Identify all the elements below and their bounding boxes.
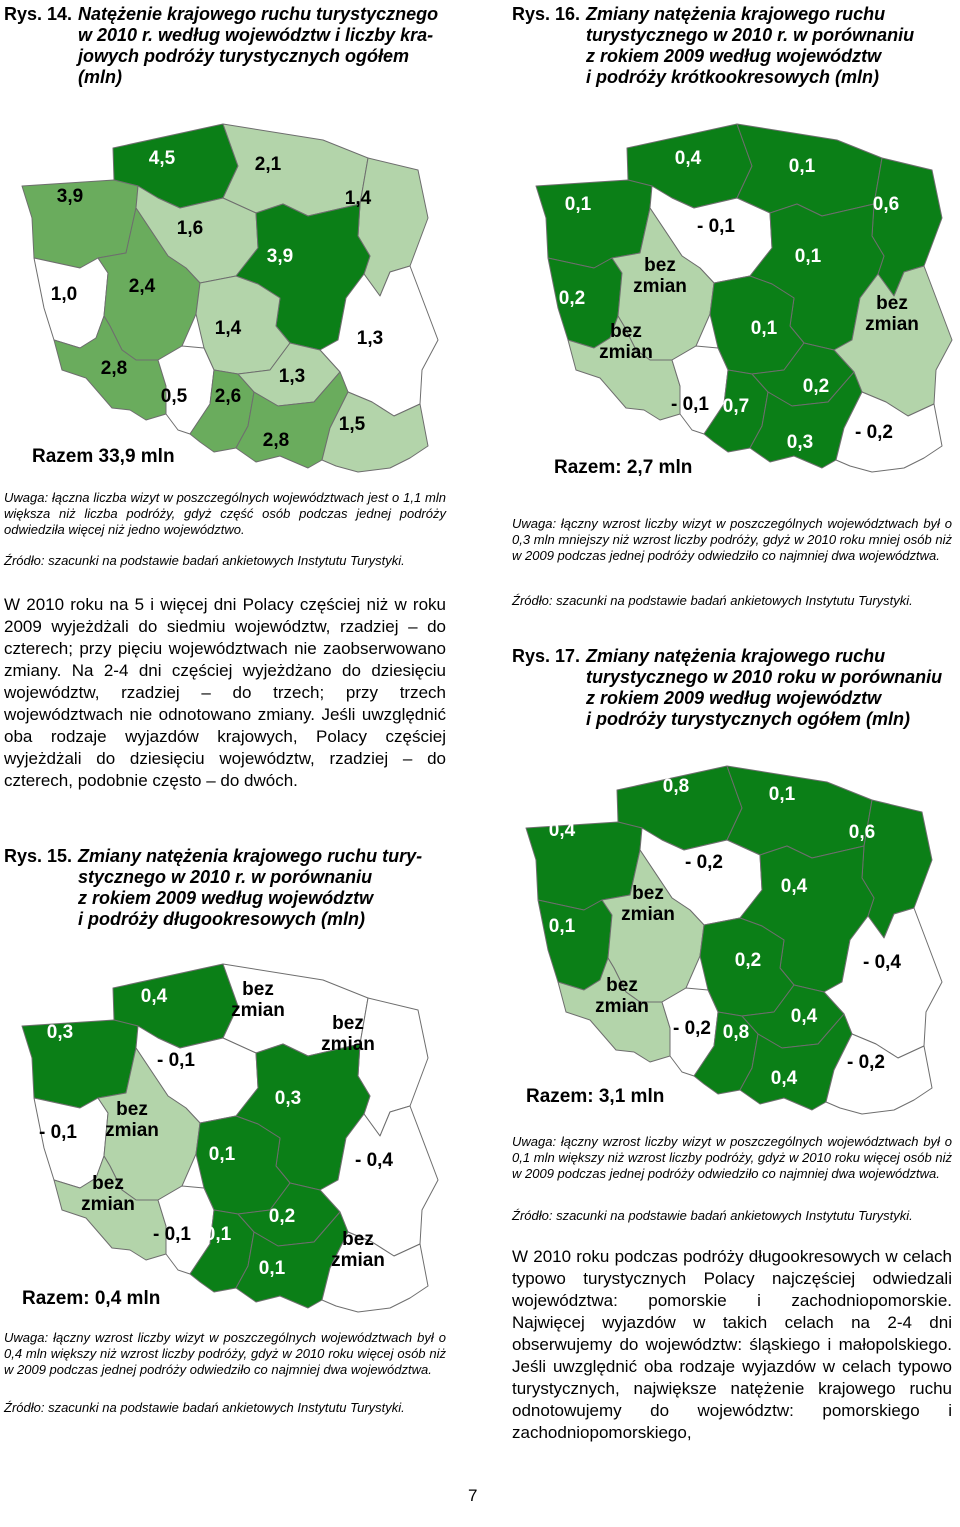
note-fig16: Uwaga: łączny wzrost liczby wizyt w poszczególnych województwach był o 0,3 mln mniejszy niż wzrost liczby podróży, gdyż w 2010 roku mniej osób niż w 2009 podczas jednej podróży odwiedziło co najmniej dwa województwa.	[512, 516, 952, 563]
region-label-wielkopolskie: bez zmian	[633, 255, 687, 297]
page-number: 7	[468, 1486, 478, 1505]
region-label-podlaskie: 1,4	[344, 187, 372, 209]
source-fig14: Źródło: szacunki na podstawie badań ankietowych Instytutu Turystyki.	[4, 553, 405, 568]
region-label-podlaskie: bez zmian	[321, 1013, 375, 1055]
region-label-kujawsko-pomorskie: 1,6	[176, 217, 204, 239]
region-label-zachodniopomorskie: 0,1	[564, 193, 592, 215]
region-label-pomorskie: 4,5	[148, 147, 176, 169]
right-column	[512, 0, 960, 1527]
region-label-warminsko-mazurskie: 2,1	[254, 153, 282, 175]
region-label-lubelskie: - 0,4	[354, 1149, 394, 1171]
region-label-opolskie: - 0,2	[672, 1017, 712, 1039]
region-label-malopolskie: 2,8	[262, 429, 290, 451]
region-label-malopolskie: 0,1	[258, 1257, 286, 1279]
region-label-lubelskie: - 0,4	[862, 951, 902, 973]
region-label-podkarpackie: bez zmian	[331, 1229, 385, 1271]
total-fig16: Razem: 2,7 mln	[554, 457, 693, 478]
region-label-mazowieckie: 0,1	[794, 245, 822, 267]
region-label-lubuskie: 1,0	[50, 283, 78, 305]
body-text-left: W 2010 roku na 5 i więcej dni Polacy częściej niż w roku 2009 wyjeżdżali do siedmiu województw, rzadziej – do czterech; przy pięciu województwach nie zaobserwowano zmiany. Na 2-4 dni częściej wyjeżdżano do dziesięciu województw, rzadziej – do trzech; przy trzech województwach nie odnotowano zmiany. Jeśli uwzględnić oba rodzaje wyjazdów krajowych, Polacy częściej wyjeżdżali do dziesięciu województw, rzadziej – do czterech, podobnie często – do dwóch.	[4, 595, 446, 790]
region-label-slaskie: 0,8	[722, 1021, 750, 1043]
region-label-kujawsko-pomorskie: - 0,2	[684, 851, 724, 873]
figure-title: Zmiany natężenia krajowego ruchu tury- stycznego w 2010 r. w porównaniu z rokiem 2009 według województw i podróży długookresowych (mln)	[78, 846, 423, 929]
region-label-lubuskie: - 0,1	[38, 1121, 78, 1143]
region-label-dolnoslaskie: bez zmian	[595, 975, 649, 1017]
region-label-warminsko-mazurskie: 0,1	[788, 155, 816, 177]
region-label-lodzkie: 1,4	[214, 317, 242, 339]
region-label-slaskie: 2,6	[214, 385, 242, 407]
map-fig14	[18, 108, 448, 478]
region-label-opolskie: - 0,1	[670, 393, 710, 415]
region-label-wielkopolskie: bez zmian	[621, 883, 675, 925]
total-fig17: Razem: 3,1 mln	[526, 1086, 665, 1107]
region-label-lodzkie: 0,2	[734, 949, 762, 971]
region-label-pomorskie: 0,4	[674, 147, 702, 169]
region-label-dolnoslaskie: 2,8	[100, 357, 128, 379]
source-fig17: Źródło: szacunki na podstawie badań ankietowych Instytutu Turystyki.	[512, 1208, 913, 1223]
figure-number: Rys. 14.	[4, 4, 73, 24]
region-label-lubuskie: 0,2	[558, 287, 586, 309]
region-label-lodzkie: 0,1	[208, 1143, 236, 1165]
region-warminsko-mazurskie	[727, 766, 872, 858]
region-label-pomorskie: 0,4	[140, 985, 168, 1007]
region-label-warminsko-mazurskie: 0,1	[768, 783, 796, 805]
total-fig15: Razem: 0,4 mln	[22, 1288, 161, 1309]
note-fig14: Uwaga: łączna liczba wizyt w poszczególnych województwach jest o 1,1 mln większa niż liczba podróży, gdyż część osób podczas jednej podróży odwiedziła więcej niż jedno województwo.	[4, 490, 446, 537]
region-label-dolnoslaskie: bez zmian	[599, 321, 653, 363]
region-label-opolskie: - 0,1	[152, 1223, 192, 1245]
region-label-wielkopolskie: bez zmian	[105, 1099, 159, 1141]
figure-title: Zmiany natężenia krajowego ruchu turystycznego w 2010 roku w porównaniu z rokiem 2009 według województw i podróży turystycznych ogółem (mln)	[586, 646, 943, 729]
left-column	[4, 0, 456, 1527]
region-label-zachodniopomorskie: 0,4	[548, 819, 576, 841]
region-label-zachodniopomorskie: 3,9	[56, 185, 84, 207]
region-label-malopolskie: 0,3	[786, 431, 814, 453]
region-label-lubuskie: 0,1	[548, 915, 576, 937]
map-fig15	[18, 948, 448, 1318]
source-fig15: Źródło: szacunki na podstawie badań ankietowych Instytutu Turystyki.	[4, 1400, 405, 1415]
region-label-zachodniopomorskie: 0,3	[46, 1021, 74, 1043]
region-label-swietokrzyskie: 0,2	[802, 375, 830, 397]
region-label-swietokrzyskie: 0,2	[268, 1205, 296, 1227]
region-label-slaskie: 0,7	[722, 395, 750, 417]
region-label-podkarpackie: - 0,2	[854, 421, 894, 443]
note-fig15: Uwaga: łączny wzrost liczby wizyt w poszczególnych województwach był o 0,4 mln większy niż wzrost liczby podróży, gdyż w 2010 roku więcej osób niż w 2009 podczas jednej podróży odwiedziło co najmniej dwa województwa.	[4, 1330, 446, 1377]
figure-number: Rys. 17.	[512, 646, 581, 666]
region-label-lubelskie: 1,3	[356, 327, 384, 349]
region-label-dolnoslaskie: bez zmian	[81, 1173, 135, 1215]
region-label-lubelskie: bez zmian	[865, 293, 919, 335]
region-label-slaskie: 0,1	[204, 1223, 232, 1245]
region-label-lodzkie: 0,1	[750, 317, 778, 339]
region-label-kujawsko-pomorskie: - 0,1	[156, 1049, 196, 1071]
region-label-opolskie: 0,5	[160, 385, 188, 407]
region-label-kujawsko-pomorskie: - 0,1	[696, 215, 736, 237]
map-fig16	[532, 108, 960, 478]
region-label-malopolskie: 0,4	[770, 1067, 798, 1089]
note-fig17: Uwaga: łączny wzrost liczby wizyt w poszczególnych województwach był o 0,1 mln większy niż wzrost liczby podróży, gdyż w 2010 roku więcej osób niż w 2009 podczas jednej podróży odwiedziło co najmniej dwa województwa.	[512, 1134, 952, 1181]
region-label-swietokrzyskie: 1,3	[278, 365, 306, 387]
region-label-wielkopolskie: 2,4	[128, 275, 156, 297]
region-label-podkarpackie: - 0,2	[846, 1051, 886, 1073]
figure-title: Zmiany natężenia krajowego ruchu turystycznego w 2010 r. w porównaniu z rokiem 2009 według województw i podróży krótkookresowych (mln)	[586, 4, 915, 87]
region-label-podlaskie: 0,6	[872, 193, 900, 215]
region-label-mazowieckie: 3,9	[266, 245, 294, 267]
region-label-mazowieckie: 0,4	[780, 875, 808, 897]
figure-number: Rys. 15.	[4, 846, 73, 866]
source-fig16: Źródło: szacunki na podstawie badań ankietowych Instytutu Turystyki.	[512, 593, 913, 608]
map-fig17	[522, 750, 952, 1120]
total-fig14: Razem 33,9 mln	[32, 446, 175, 467]
region-label-swietokrzyskie: 0,4	[790, 1005, 818, 1027]
region-label-mazowieckie: 0,3	[274, 1087, 302, 1109]
figure-number: Rys. 16.	[512, 4, 581, 24]
body-text-right: W 2010 roku podczas podróży długookresowych w celach typowo turystycznych Polacy najczęściej odwiedzali województwa: pomorskie i zachodniopomorskie. Najwięcej wyjazdów w takich celach na 2-4 dni obserwujemy do województw: śląskiego i małopolskiego. Jeśli uwzględnić oba rodzaje wyjazdów w celach typowo turystycznych, największe natężenie krajowego ruchu odnotowujemy do województw: pomorskiego i zachodniopomorskiego,	[512, 1247, 952, 1442]
region-label-warminsko-mazurskie: bez zmian	[231, 979, 285, 1021]
region-label-podkarpackie: 1,5	[338, 413, 366, 435]
figure-title: Natężenie krajowego ruchu turystycznego w 2010 r. według województw i liczby kra- jowych podróży turystycznych ogółem (mln)	[78, 4, 439, 87]
region-label-pomorskie: 0,8	[662, 775, 690, 797]
region-label-podlaskie: 0,6	[848, 821, 876, 843]
